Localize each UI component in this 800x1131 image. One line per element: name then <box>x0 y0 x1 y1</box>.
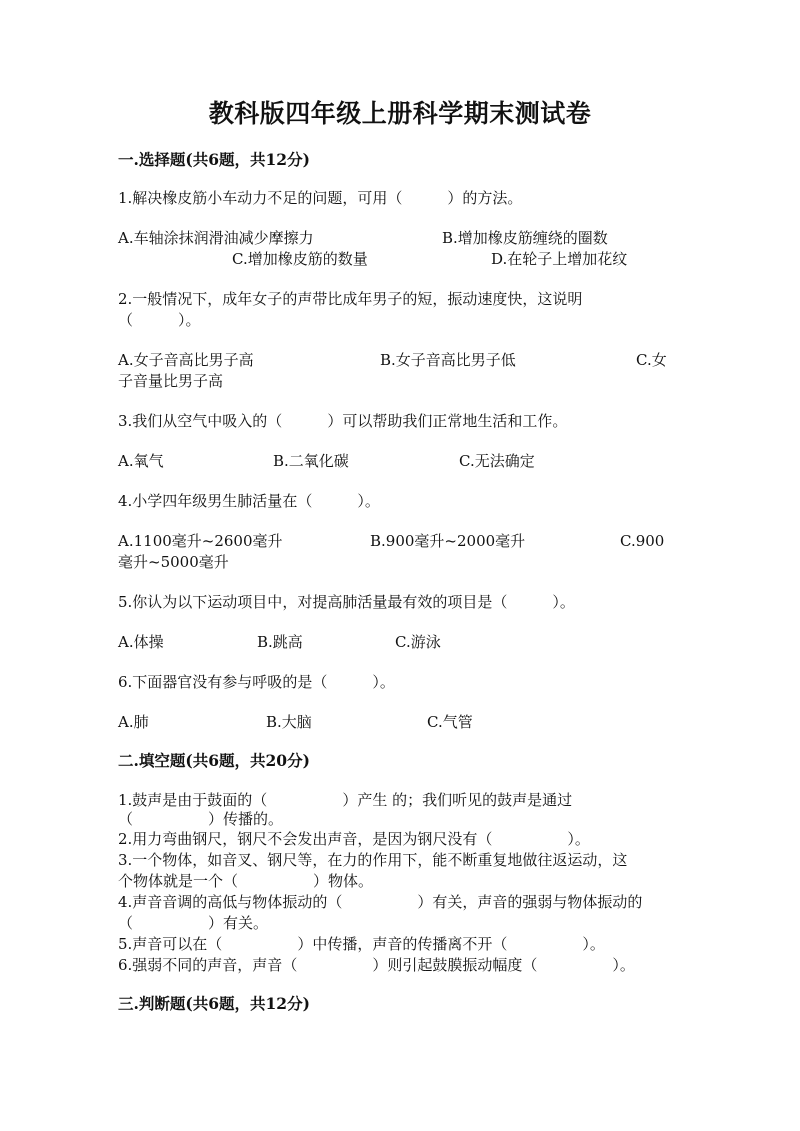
fill-in-line-7: （ ）有关。 <box>118 914 269 932</box>
fill-in-line-5: 个物体就是一个（ ）物体。 <box>118 872 374 890</box>
question-1-option-b: B.增加橡皮筋缠绕的圈数 <box>442 229 608 247</box>
question-3-option-b: B.二氧化碳 <box>273 452 349 470</box>
question-3-stem: 3.我们从空气中吸入的（ ）可以帮助我们正常地生活和工作。 <box>118 412 568 430</box>
fill-in-line-6: 4.声音音调的高低与物体振动的（ ）有关，声音的强弱与物体振动的 <box>118 893 643 911</box>
question-2-option-b: B.女子音高比男子低 <box>380 351 516 369</box>
section-heading-fill-in: 二.填空题(共6题，共20分) <box>118 751 310 770</box>
question-3-option-a: A.氧气 <box>118 452 164 470</box>
question-2-stem-line-2: （ ）。 <box>118 311 201 329</box>
question-4-option-a: A.1100毫升~2600毫升 <box>118 532 283 550</box>
question-1-option-a: A.车轴涂抹润滑油减少摩擦力 <box>118 229 314 247</box>
question-1-option-d: D.在轮子上增加花纹 <box>491 250 628 268</box>
fill-in-line-1: 1.鼓声是由于鼓面的（ ）产生 的；我们听见的鼓声是通过 <box>118 791 573 809</box>
question-2-option-c-end: 子音量比男子高 <box>118 372 224 390</box>
question-1-stem: 1.解决橡皮筋小车动力不足的问题，可用（ ）的方法。 <box>118 189 523 207</box>
fill-in-line-3: 2.用力弯曲钢尺，钢尺不会发出声音，是因为钢尺没有（ ）。 <box>118 830 590 848</box>
question-5-option-b: B.跳高 <box>257 633 303 651</box>
question-5-option-a: A.体操 <box>118 633 164 651</box>
question-4-option-c-end: 毫升~5000毫升 <box>118 553 229 571</box>
question-4-option-b: B.900毫升~2000毫升 <box>370 532 526 550</box>
fill-in-line-9: 6.强弱不同的声音，声音（ ）则引起鼓膜振动幅度（ ）。 <box>118 956 635 974</box>
question-5-option-c: C.游泳 <box>395 633 441 651</box>
fill-in-line-4: 3.一个物体，如音叉、钢尺等，在力的作用下，能不断重复地做往返运动，这 <box>118 851 628 869</box>
question-1-option-c: C.增加橡皮筋的数量 <box>232 250 368 268</box>
question-4-option-c-start: C.900 <box>620 532 665 550</box>
question-3-option-c: C.无法确定 <box>459 452 535 470</box>
fill-in-line-2: （ ）传播的。 <box>118 810 284 828</box>
question-6-option-c: C.气管 <box>427 713 473 731</box>
question-2-stem-line-1: 2.一般情况下，成年女子的声带比成年男子的短，振动速度快，这说明 <box>118 290 583 308</box>
fill-in-line-8: 5.声音可以在（ ）中传播，声音的传播离不开（ ）。 <box>118 935 605 953</box>
section-heading-multiple-choice: 一.选择题(共6题，共12分) <box>118 150 310 169</box>
question-6-option-b: B.大脑 <box>266 713 312 731</box>
question-5-stem: 5.你认为以下运动项目中，对提高肺活量最有效的项目是（ ）。 <box>118 593 575 611</box>
question-2-option-c-start: C.女 <box>636 351 667 369</box>
exam-title: 教科版四年级上册科学期末测试卷 <box>208 99 592 128</box>
question-2-option-a: A.女子音高比男子高 <box>118 351 254 369</box>
question-6-stem: 6.下面器官没有参与呼吸的是（ ）。 <box>118 673 395 691</box>
question-4-stem: 4.小学四年级男生肺活量在（ ）。 <box>118 492 380 510</box>
section-heading-true-false: 三.判断题(共6题，共12分) <box>118 994 310 1013</box>
question-6-option-a: A.肺 <box>118 713 149 731</box>
